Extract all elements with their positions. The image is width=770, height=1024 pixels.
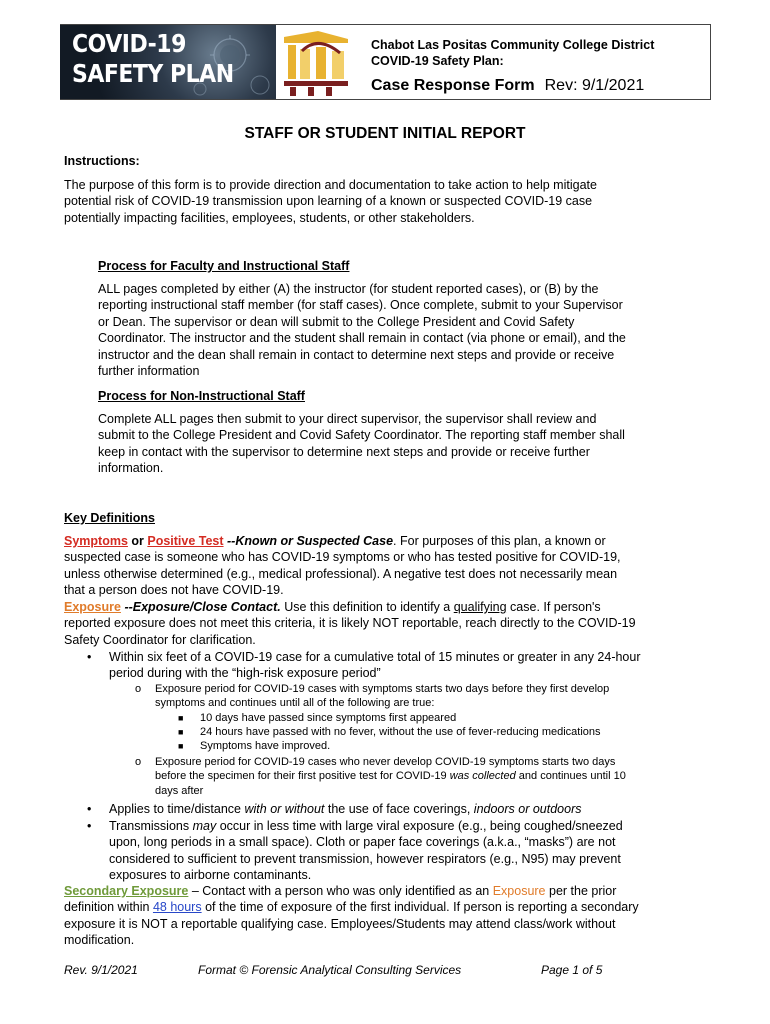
text-line: symptoms and continues until all of the following are true: bbox=[155, 697, 435, 710]
footer-page-number: Page 1 of 5 bbox=[541, 963, 603, 977]
text-line: that a person does not have COVID-19. bbox=[64, 583, 284, 598]
text-line: considered to sufficient to prevent transmission, however respirators (e.g., N95) may prevent bbox=[109, 851, 621, 866]
page-title: STAFF OR STUDENT INITIAL REPORT bbox=[244, 125, 526, 142]
text-line bbox=[109, 818, 623, 834]
instructions-paragraph bbox=[64, 177, 597, 226]
qualifying-word: qualifying bbox=[453, 600, 507, 614]
or-word: or bbox=[127, 534, 148, 548]
text-fragment: – Contact with a person who was only identified as an bbox=[188, 884, 493, 898]
text-line: upon, long periods in a small space). Cloth or paper face coverings (a.k.a., “masks”) are not bbox=[109, 835, 616, 850]
text-line: Exposure period for COVID-19 cases who never develop COVID-19 symptoms starts two days bbox=[155, 756, 616, 768]
instructions-heading: Instructions: bbox=[64, 154, 140, 168]
text-line: further information bbox=[98, 364, 200, 379]
sub-sub-list-item bbox=[178, 725, 601, 739]
text-line: 10 days have passed since symptoms first appeared bbox=[200, 712, 457, 724]
revision-date: Rev: 9/1/2021 bbox=[544, 77, 645, 94]
text-fragment: indoors or outdoors bbox=[473, 802, 582, 816]
college-district-logo-icon bbox=[278, 27, 354, 97]
text-line: or Dean. The supervisor or dean will submit to the College President and Covid Safety bbox=[98, 314, 575, 329]
text-line bbox=[109, 801, 582, 817]
secondary-exposure-definition bbox=[64, 883, 639, 949]
text-line: keep in contact with the supervisor to determine next steps and provide or receive further bbox=[98, 444, 590, 459]
bullet-icon: • bbox=[87, 819, 92, 833]
bullet-icon: • bbox=[87, 650, 92, 664]
noninstructional-process-paragraph bbox=[98, 411, 625, 477]
text-fragment: may bbox=[192, 819, 217, 833]
form-title-line bbox=[371, 75, 701, 97]
square-bullet-icon: ■ bbox=[178, 727, 184, 737]
footer-revision: Rev. 9/1/2021 bbox=[64, 963, 138, 977]
exposure-reference: Exposure bbox=[492, 884, 546, 898]
text-line: modification. bbox=[64, 933, 135, 948]
48-hours-link[interactable]: 48 hours bbox=[152, 900, 202, 915]
text-line: Safety Coordinator for clarification. bbox=[64, 632, 256, 647]
exposure-definition bbox=[64, 599, 636, 648]
text-line: The purpose of this form is to provide direction and documentation to take action to help mitigate bbox=[64, 178, 597, 192]
bullet-icon: • bbox=[87, 802, 92, 816]
square-bullet-icon: ■ bbox=[178, 741, 184, 751]
sub-list-item bbox=[135, 755, 626, 798]
text-fragment: before the specimen for their first positive test for COVID-19 bbox=[155, 770, 450, 783]
faculty-process-heading: Process for Faculty and Instructional Staff bbox=[98, 259, 350, 273]
text-line bbox=[64, 533, 621, 549]
logo-line-1: COVID-19 bbox=[72, 30, 186, 59]
exposure-term: Exposure bbox=[64, 600, 121, 614]
text-line: period during with the “high-risk exposure period” bbox=[109, 666, 381, 681]
circle-bullet-icon: o bbox=[135, 756, 142, 768]
text-line: information. bbox=[98, 461, 164, 476]
list-item bbox=[87, 818, 623, 884]
text-line: instructor and the dean shall remain in contact to determine next steps and provide or receive bbox=[98, 347, 615, 362]
exposure-close-contact-term: --Exposure/Close Contact. bbox=[120, 600, 281, 614]
text-fragment: Applies to time/distance bbox=[109, 802, 245, 816]
text-fragment: definition within bbox=[64, 900, 153, 915]
text-fragment: per the prior bbox=[545, 884, 617, 898]
text-fragment: occur in less time with large viral exposure (e.g., being coughed/sneezed bbox=[216, 819, 623, 833]
sub-list-item bbox=[135, 682, 610, 711]
plan-name: COVID-19 Safety Plan: bbox=[371, 54, 504, 68]
text-fragment: Use this definition to identify a bbox=[280, 600, 454, 614]
text-line: Within six feet of a COVID-19 case for a cumulative total of 15 minutes or greater in any 24-hour bbox=[109, 650, 641, 664]
faculty-process-paragraph bbox=[98, 281, 626, 379]
logo-line-2: SAFETY PLAN bbox=[72, 60, 234, 89]
square-bullet-icon: ■ bbox=[178, 713, 184, 723]
text-line: ALL pages completed by either (A) the instructor (for student reported cases), or (B) by the bbox=[98, 282, 599, 296]
text-line: potentially impacting facilities, employees, students, or other stakeholders. bbox=[64, 210, 475, 225]
text-line: Complete ALL pages then submit to your direct supervisor, the supervisor shall review and bbox=[98, 412, 597, 426]
text-fragment: . For purposes of this plan, a known or bbox=[393, 534, 606, 548]
positive-test-term: Positive Test bbox=[147, 534, 224, 548]
known-suspected-case-term: --Known or Suspected Case bbox=[223, 534, 394, 548]
case-definition bbox=[64, 533, 621, 599]
text-line: reported exposure does not meet this criteria, it is likely NOT reportable, reach directly to the COVID-19 bbox=[64, 616, 636, 631]
text-fragment: of the time of exposure of the first individual. If person is reporting a secondary bbox=[201, 900, 639, 915]
text-line: submit to the College President and Covid Safety Coordinator. The reporting staff member shall bbox=[98, 428, 625, 443]
text-line bbox=[64, 899, 639, 915]
header-text-block bbox=[371, 37, 701, 97]
text-fragment: was collected bbox=[449, 770, 516, 783]
text-line: Coordinator. The instructor and the student shall remain in contact (via phone or email), and the bbox=[98, 331, 626, 346]
text-line: exposure it is NOT a reportable qualifying case. Employees/Students may attend class/work without bbox=[64, 916, 616, 931]
noninstructional-process-heading: Process for Non-Instructional Staff bbox=[98, 389, 305, 403]
list-item bbox=[87, 801, 582, 817]
text-fragment: case. If person's bbox=[506, 600, 601, 614]
form-title: Case Response Form bbox=[371, 77, 535, 94]
symptoms-term: Symptoms bbox=[64, 534, 128, 548]
sub-sub-list-item bbox=[178, 711, 457, 725]
text-line bbox=[155, 769, 626, 783]
text-line: reporting instructional staff member (for staff cases). Once complete, submit to your Supervisor bbox=[98, 298, 623, 313]
text-fragment: the use of face coverings, bbox=[324, 802, 474, 816]
text-line: potential risk of COVID-19 transmission upon learning of a known or suspected COVID-19 case bbox=[64, 194, 593, 209]
secondary-exposure-term: Secondary Exposure bbox=[64, 884, 189, 898]
text-line: Symptoms have improved. bbox=[200, 740, 331, 752]
text-line bbox=[64, 883, 639, 899]
document-header bbox=[60, 24, 711, 100]
circle-bullet-icon: o bbox=[135, 683, 142, 695]
text-line: unless otherwise determined (e.g., medical professional). A negative test does not necessarily mean bbox=[64, 566, 618, 581]
list-item bbox=[87, 649, 641, 682]
text-line bbox=[64, 599, 636, 615]
sub-sub-list-item bbox=[178, 739, 331, 753]
text-fragment: with or without bbox=[244, 802, 325, 816]
text-fragment: and continues until 10 bbox=[515, 770, 626, 783]
covid-safety-plan-logo bbox=[60, 25, 276, 99]
footer-format-credit: Format © Forensic Analytical Consulting Services bbox=[198, 963, 462, 977]
text-line: days after bbox=[155, 784, 204, 797]
text-fragment: Transmissions bbox=[109, 819, 193, 833]
key-definitions-heading: Key Definitions bbox=[64, 511, 155, 525]
district-name: Chabot Las Positas Community College District bbox=[371, 38, 655, 52]
text-line: 24 hours have passed with no fever, without the use of fever-reducing medications bbox=[200, 726, 601, 738]
text-line: Exposure period for COVID-19 cases with symptoms starts two days before they first develop bbox=[155, 683, 610, 695]
text-line: suspected case is someone who has COVID-19 symptoms or who has tested positive for COVID-19, bbox=[64, 550, 621, 565]
text-line: exposures to airborne contaminants. bbox=[109, 868, 312, 883]
